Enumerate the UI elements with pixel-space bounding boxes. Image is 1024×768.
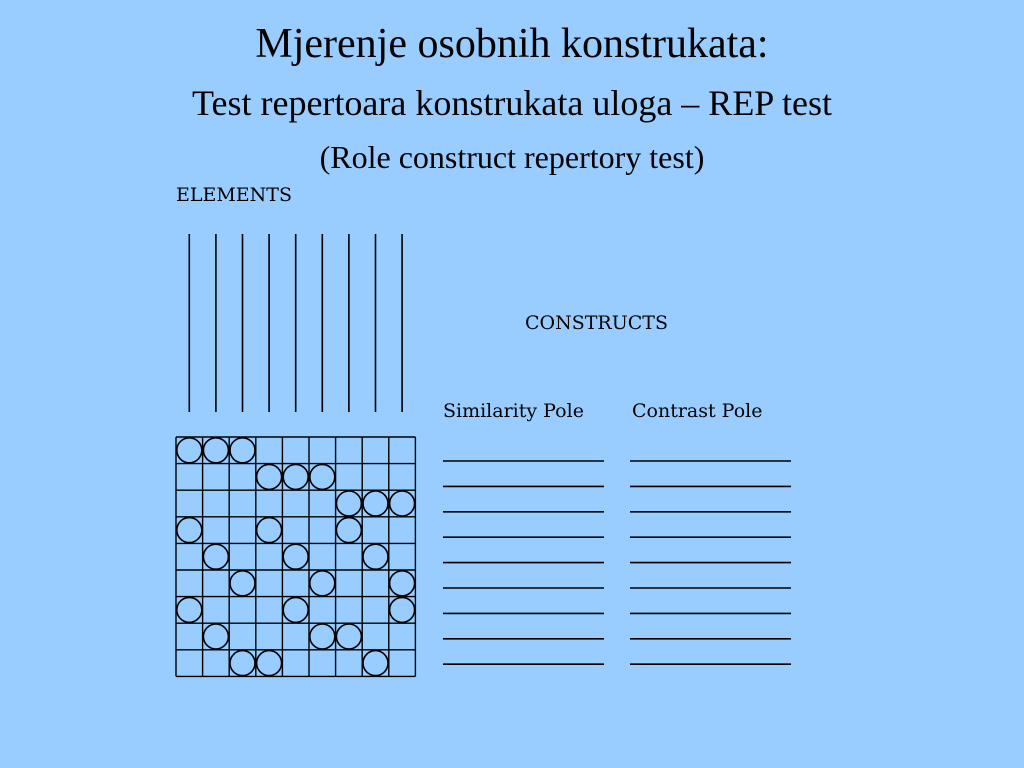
grid-mark-circle	[363, 651, 388, 676]
grid-mark-circle	[390, 571, 415, 596]
pole-lines	[443, 461, 791, 664]
grid-mark-circle	[257, 464, 282, 489]
grid-mark-circle	[230, 651, 255, 676]
grid-mark-circle	[257, 518, 282, 543]
grid-mark-circle	[310, 464, 335, 489]
grid-mark-circle	[390, 491, 415, 516]
grid-mark-circle	[336, 518, 361, 543]
similarity-pole-label: Similarity Pole	[443, 400, 584, 422]
rep-grid	[176, 437, 415, 676]
grid-mark-circle	[230, 438, 255, 463]
grid-mark-circle	[310, 624, 335, 649]
grid-mark-circle	[230, 571, 255, 596]
elements-label: ELEMENTS	[176, 184, 292, 206]
grid-mark-circle	[203, 544, 228, 569]
grid-mark-circle	[203, 438, 228, 463]
slide-parenthetical: (Role construct repertory test)	[319, 139, 705, 175]
grid-mark-circle	[283, 544, 308, 569]
grid-mark-circle	[310, 571, 335, 596]
grid-mark-circle	[363, 544, 388, 569]
grid-mark-circle	[363, 491, 388, 516]
grid-mark-circle	[336, 624, 361, 649]
element-lines	[189, 234, 402, 412]
grid-mark-circle	[177, 597, 202, 622]
slide-title: Mjerenje osobnih konstrukata:	[255, 21, 769, 67]
grid-mark-circle	[336, 491, 361, 516]
grid-mark-circle	[177, 438, 202, 463]
grid-marks	[177, 438, 415, 676]
grid-mark-circle	[283, 464, 308, 489]
grid-mark-circle	[283, 597, 308, 622]
contrast-pole-label: Contrast Pole	[632, 400, 763, 422]
slide-subtitle: Test repertoara konstrukata uloga – REP test	[192, 83, 832, 123]
constructs-label: CONSTRUCTS	[525, 312, 668, 334]
grid-mark-circle	[177, 518, 202, 543]
grid-mark-circle	[203, 624, 228, 649]
grid-mark-circle	[257, 651, 282, 676]
grid-mark-circle	[390, 597, 415, 622]
